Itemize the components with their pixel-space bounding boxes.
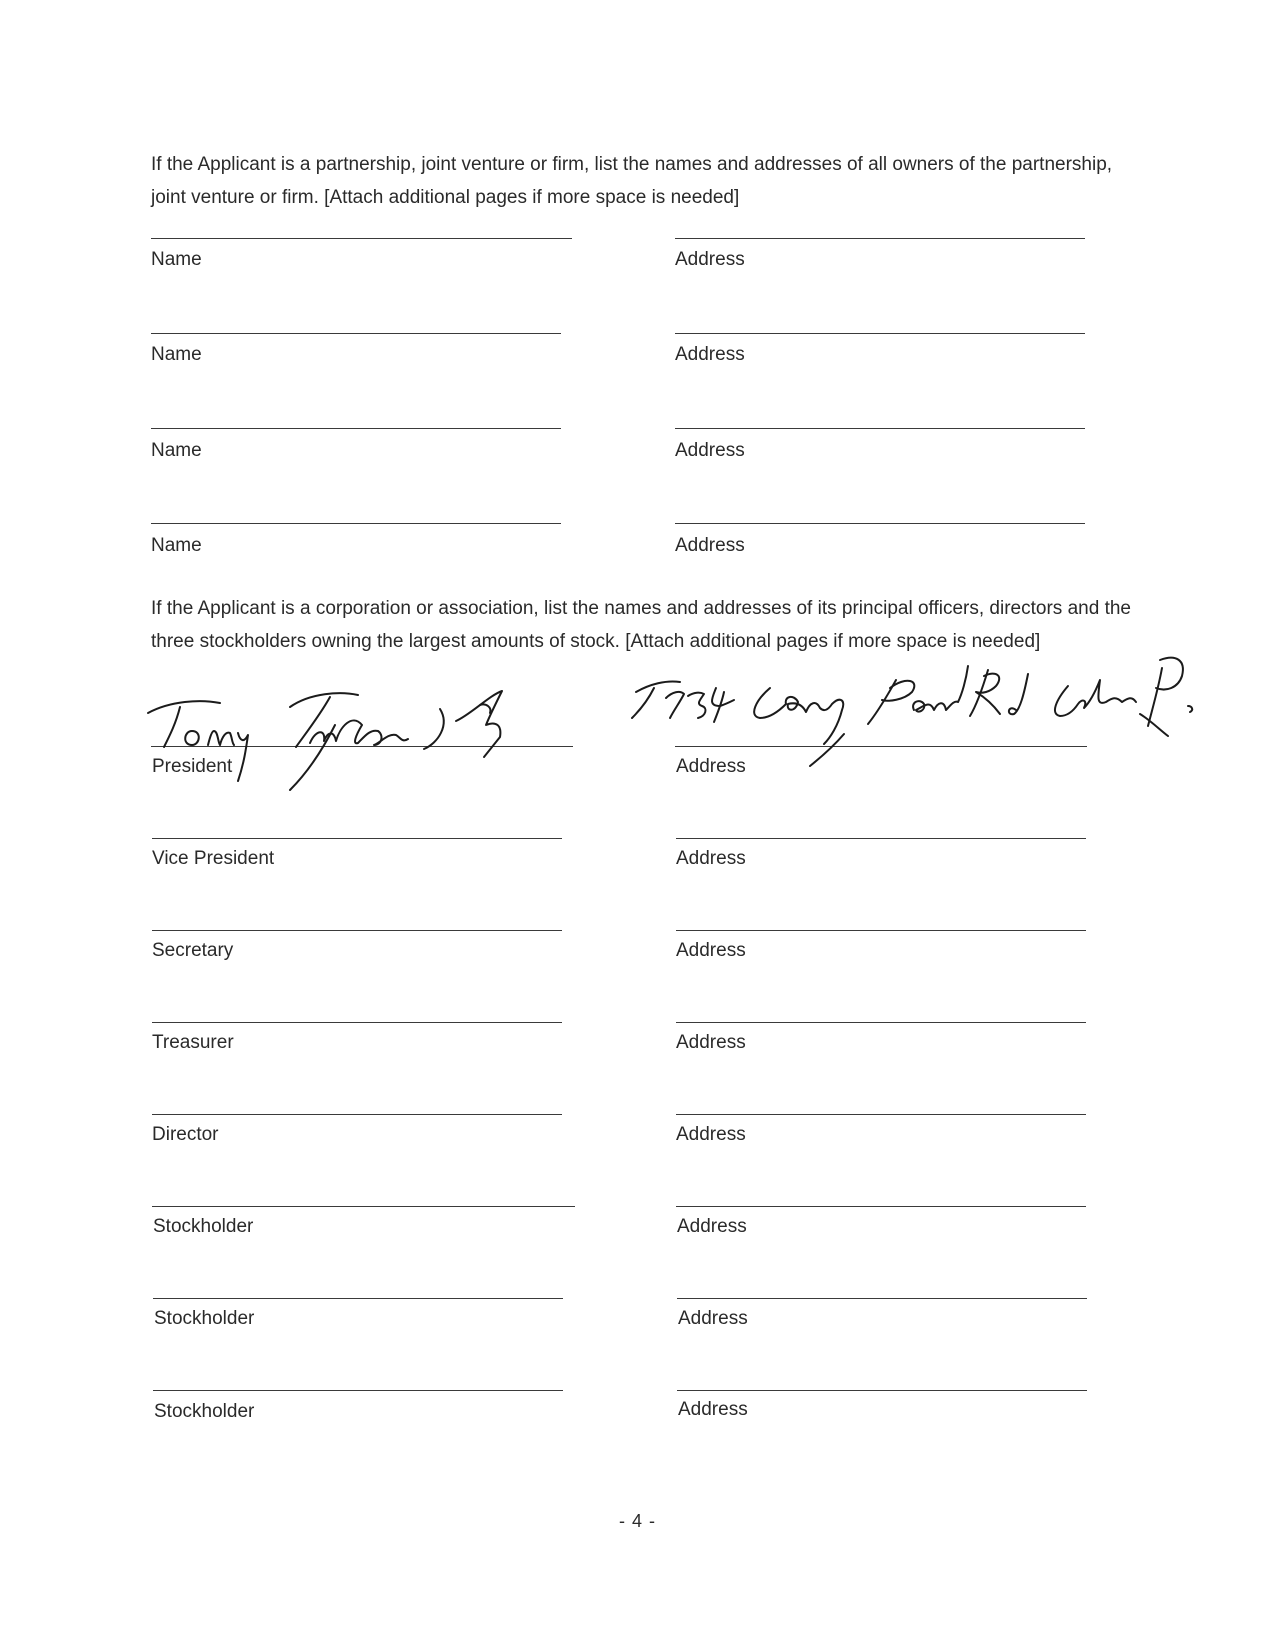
stockholder-label: Stockholder [153, 1216, 254, 1237]
address-signature-line[interactable] [677, 1298, 1087, 1299]
address-signature-line[interactable] [675, 746, 1087, 747]
address-signature-line[interactable] [676, 838, 1086, 839]
address-label: Address [676, 1032, 746, 1053]
stockholder-signature-line[interactable] [153, 1298, 563, 1299]
handwritten-president-address [620, 640, 1200, 770]
address-signature-line[interactable] [675, 523, 1085, 524]
stockholder-signature-line[interactable] [152, 1206, 575, 1207]
stockholder-label: Stockholder [154, 1308, 255, 1329]
address-label: Address [675, 535, 745, 556]
address-label: Address [675, 249, 745, 270]
vice-president-label: Vice President [152, 848, 275, 869]
corporation-instructions: If the Applicant is a corporation or association, list the names and addresses of its principal officers, directors and the three stockholders owning the largest amounts of stock. [Attach additional pages if more space is needed] [151, 598, 1131, 652]
address-label: Address [677, 1216, 747, 1237]
name-label: Name [151, 535, 202, 556]
secretary-signature-line[interactable] [152, 930, 562, 931]
name-signature-line[interactable] [151, 523, 561, 524]
address-label: Address [675, 344, 745, 365]
stockholder-label: Stockholder [154, 1401, 255, 1422]
name-label: Name [151, 440, 202, 461]
address-signature-line[interactable] [676, 1114, 1086, 1115]
address-label: Address [678, 1308, 748, 1329]
president-label: President [152, 756, 233, 777]
address-signature-line[interactable] [676, 930, 1086, 931]
name-signature-line[interactable] [151, 333, 561, 334]
address-label: Address [676, 1124, 746, 1145]
president-signature-line[interactable] [151, 746, 573, 747]
treasurer-label: Treasurer [152, 1032, 234, 1053]
partnership-instructions: If the Applicant is a partnership, joint venture or firm, list the names and addresses of all owners of the partnership, joint venture or firm. [Attach additional pages if more space is needed] [151, 154, 1113, 208]
name-signature-line[interactable] [151, 238, 572, 239]
address-signature-line[interactable] [677, 1390, 1087, 1391]
address-signature-line[interactable] [675, 428, 1085, 429]
treasurer-signature-line[interactable] [152, 1022, 562, 1023]
director-label: Director [152, 1124, 219, 1145]
address-signature-line[interactable] [675, 333, 1085, 334]
secretary-label: Secretary [152, 940, 234, 961]
address-signature-line[interactable] [676, 1022, 1086, 1023]
address-label: Address [676, 940, 746, 961]
address-signature-line[interactable] [676, 1206, 1086, 1207]
stockholder-signature-line[interactable] [153, 1390, 563, 1391]
vice-president-signature-line[interactable] [152, 838, 562, 839]
name-label: Name [151, 249, 202, 270]
address-label: Address [675, 440, 745, 461]
address-signature-line[interactable] [675, 238, 1085, 239]
name-label: Name [151, 344, 202, 365]
address-label: Address [676, 848, 746, 869]
address-label: Address [676, 756, 746, 777]
name-signature-line[interactable] [151, 428, 561, 429]
director-signature-line[interactable] [152, 1114, 562, 1115]
page-number: - 4 - [618, 1511, 656, 1531]
address-label: Address [678, 1399, 748, 1420]
